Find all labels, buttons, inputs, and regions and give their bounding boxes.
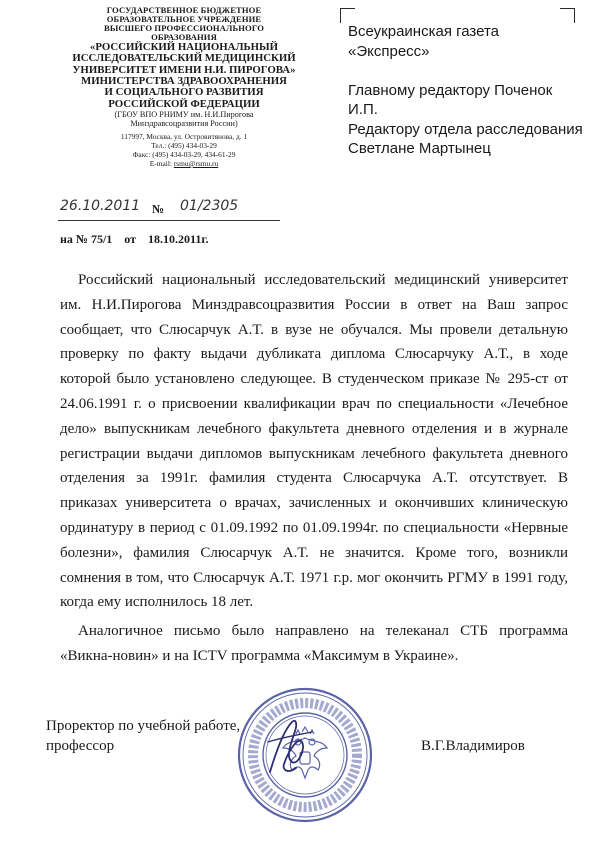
contact-phone: Тел.: (495) 434-03-29 <box>151 141 217 151</box>
addressee-block <box>348 22 598 159</box>
letterhead-line: ОБРАЗОВАТЕЛЬНОЕ УЧРЕЖДЕНИЕ <box>106 14 262 25</box>
letterhead-line: ВЫСШЕГО ПРОФЕССИОНАЛЬНОГО <box>104 23 264 34</box>
letterhead-line: «РОССИЙСКИЙ НАЦИОНАЛЬНЫЙ <box>89 41 279 54</box>
letterhead-line: ГОСУДАРСТВЕННОЕ БЮДЖЕТНОЕ <box>106 5 262 15</box>
reference-line: на № 75/1 от 18.10.2011г. <box>60 232 209 246</box>
addressee-line <box>348 61 598 81</box>
letterhead-line: ОБРАЗОВАНИЯ <box>151 32 217 43</box>
signer-position-line2: профессор <box>46 738 115 754</box>
contact-address: 117997, Москва, ул. Островитянова, д. 1 <box>120 132 248 142</box>
address-corner-mark-right <box>560 8 575 23</box>
letterhead-short-name <box>60 111 308 128</box>
addressee-line: И.П. <box>348 101 378 118</box>
addressee-line: «Экспресс» <box>348 42 430 60</box>
letterhead-line: ИССЛЕДОВАТЕЛЬСКИЙ МЕДИЦИНСКИЙ <box>72 52 296 65</box>
letterhead-university-name <box>60 42 308 110</box>
registration-date: 26.10.2011 <box>60 198 141 214</box>
letterhead-line: МИНИСТЕРСТВА ЗДРАВООХРАНЕНИЯ <box>81 75 287 88</box>
letterhead-line: УНИВЕРСИТЕТ ИМЕНИ Н.И. ПИРОГОВА» <box>72 63 296 76</box>
contact-email <box>60 160 308 169</box>
addressee-line: Главному редактору Поченок <box>348 81 553 99</box>
signer-position-line1: Проректор по учебной работе, <box>46 718 241 734</box>
letter-body <box>60 268 568 669</box>
letterhead-line: (ГБОУ ВПО РНИМУ им. Н.И.Пирогова <box>114 110 254 120</box>
address-corner-mark-left <box>340 8 355 23</box>
letterhead-institution-type <box>60 6 308 42</box>
contact-fax: Факс: (495) 434-03-29, 434-61-29 <box>132 150 236 159</box>
email-link[interactable]: rsmu@rsmu.ru <box>173 158 219 168</box>
signer-name: В.Г.Владимиров <box>421 738 525 754</box>
letterhead-line: И СОЦИАЛЬНОГО РАЗВИТИЯ <box>104 86 264 99</box>
letterhead-line: Минздравсоцразвития России) <box>130 118 238 128</box>
handwritten-signature <box>262 712 322 782</box>
letterhead <box>60 6 308 169</box>
addressee-line: Всеукраинская газета <box>348 23 500 40</box>
body-paragraph: Российский национальный исследовательский медицинский университет им. Н.И.Пирогова Минздравсоцразвития России в ответ на Ваш запрос сообщает, что Слюсарчук А.Т. в вузе не обучался. Мы провели детальную проверку по факту выдачи дубликата диплома Слюсарчуку А.Т., в ходе которой было установлено следующее. В студенческом приказе № 295-ст от 24.06.1991 г. о присвоении квалификации врач по специальности «Лечебное дело» выпускникам лечебного факультета дневного отделения и в журнале регистрации выдачи дипломов выпускникам лечебного факультета дневного отделения за 1991г. фамилия студента Слюсарчука А.Т. отсутствует. В приказах университета о врачах, зачисленных и окончивших клиническую ординатуру в период с 01.09.1992 по 01.09.1994г. по специальности «Нервные болезни», фамилия Слюсарчук А.Т. не значится. Кроме того, возникли сомнения в том, что Слюсарчук А.Т. 1971 г.р. мог окончить РГМУ в 1991 году, когда ему исполнилось 18 лет. <box>60 272 568 611</box>
addressee-line: Светлане Мартынец <box>348 140 491 157</box>
body-paragraph: Аналогичное письмо было направлено на телеканал СТБ программа «Викна-новин» и на ICTV программа «Максимум в Украине». <box>60 623 568 664</box>
letterhead-line: РОССИЙСКОЙ ФЕДЕРАЦИИ <box>108 97 260 110</box>
addressee-line: Редактору отдела расследования <box>348 120 583 138</box>
registration-number: 01/2305 <box>180 198 239 214</box>
email-label: E-mail: <box>149 158 172 168</box>
registration-number-label: № <box>152 202 165 216</box>
letterhead-contacts <box>60 133 308 169</box>
